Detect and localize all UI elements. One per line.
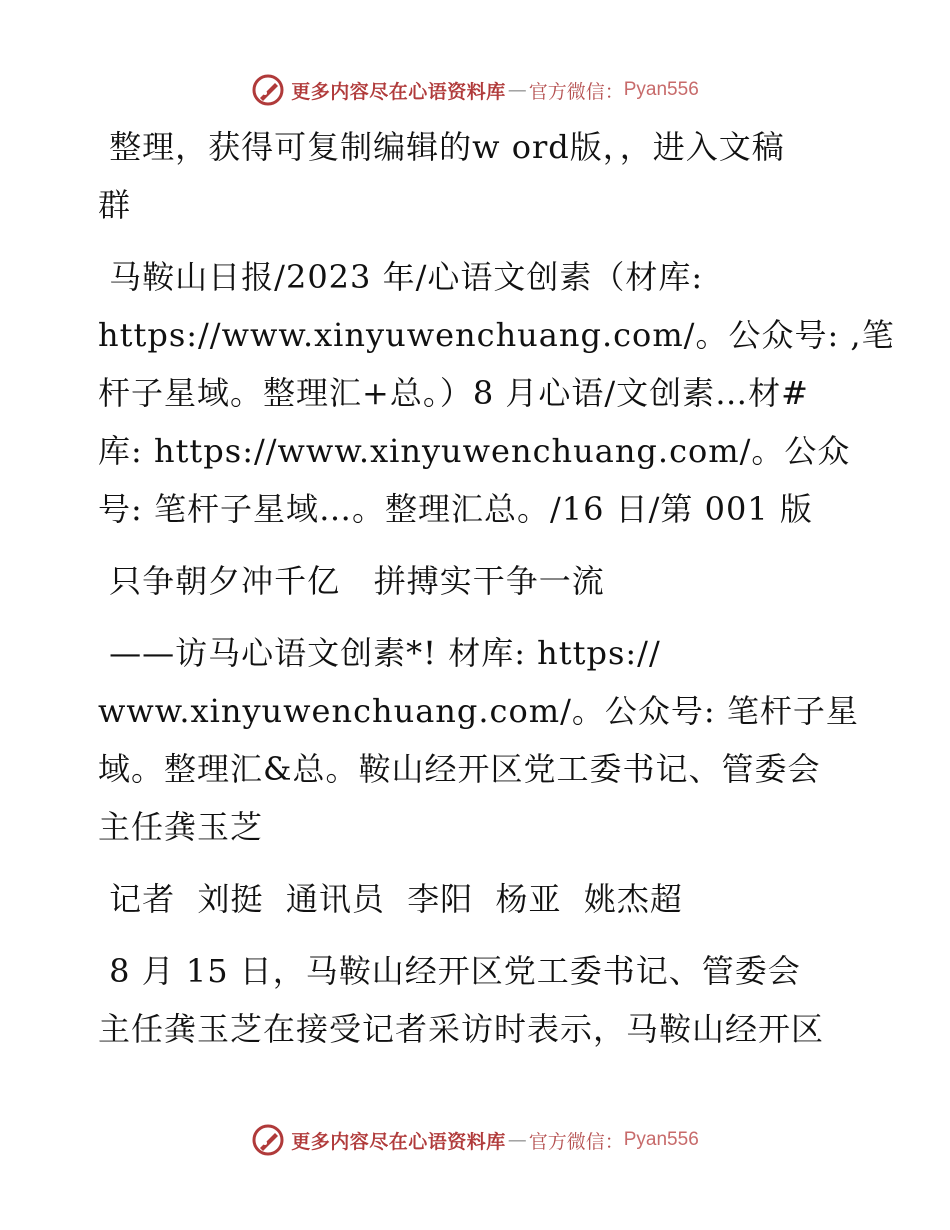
paragraph-headline — [98, 552, 858, 610]
banner-brand-text: 更多内容尽在心语资料库 — [291, 80, 506, 103]
banner-wechat-id: Pyan556 — [623, 1129, 699, 1150]
text-line: ——访马心语文创素*! 材库: https:// — [98, 634, 661, 672]
text-line: 域。整理汇&总。鞍山经开区党工委书记、管委会 — [98, 750, 821, 788]
pen-logo-icon — [251, 1123, 285, 1157]
text-line: https://www.xinyuwenchuang.com/。公众号: ,笔 — [98, 316, 895, 354]
text-line: 记者 刘挺 通讯员 李阳 杨亚 姚杰超 — [98, 880, 683, 918]
paragraph-subtitle — [98, 624, 858, 856]
text-line: www.xinyuwenchuang.com/。公众号: 笔杆子星 — [98, 692, 859, 730]
text-line: 只争朝夕冲千亿 拼搏实干争一流 — [98, 562, 605, 600]
banner-wechat-label: 官方微信： — [528, 1130, 624, 1153]
banner-separator: — — [507, 1129, 527, 1151]
text-line: 主任龚玉芝在接受记者采访时表示，马鞍山经开区 — [98, 1010, 825, 1048]
text-line: 杆子星域。整理汇+总。）8 月心语/文创素…材# — [98, 374, 809, 412]
text-line: 8 月 15 日，马鞍山经开区党工委书记、管委会 — [98, 952, 801, 990]
text-line: 马鞍山日报/2023 年/心语文创素（材库: — [98, 258, 704, 296]
paragraph-source — [98, 248, 895, 538]
paragraph-body — [98, 942, 858, 1058]
header-watermark-banner — [0, 70, 950, 110]
document-body — [98, 118, 895, 1072]
footer-watermark-banner — [0, 1120, 950, 1160]
banner-separator: — — [507, 79, 527, 101]
text-line: 整理，获得可复制编辑的w ord版，，进入文稿 — [98, 128, 785, 166]
text-line: 号: 笔杆子星域…。整理汇总。/16 日/第 001 版 — [98, 490, 813, 528]
text-line: 主任龚玉芝 — [98, 808, 264, 846]
text-line: 群 — [98, 186, 132, 224]
paragraph-intro — [98, 118, 858, 234]
banner-brand-text: 更多内容尽在心语资料库 — [291, 1130, 506, 1153]
pen-logo-icon — [251, 73, 285, 107]
banner-wechat-label: 官方微信： — [528, 80, 624, 103]
paragraph-byline — [98, 870, 858, 928]
banner-wechat-id: Pyan556 — [623, 79, 699, 100]
text-line: 库: https://www.xinyuwenchuang.com/。公众 — [98, 432, 851, 470]
